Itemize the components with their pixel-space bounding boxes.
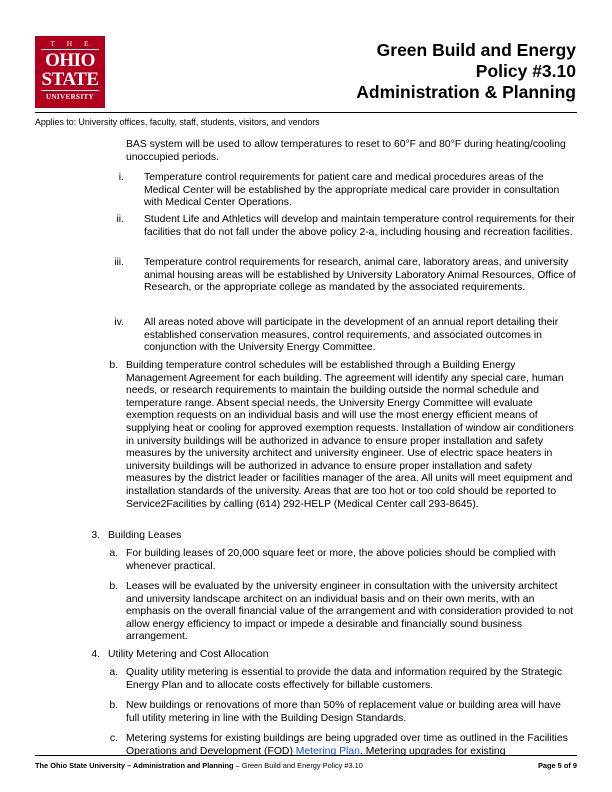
footer <box>35 761 577 770</box>
logo-university: UNIVERSITY <box>46 93 94 101</box>
list-letter: b. <box>109 581 118 592</box>
policy-title <box>356 40 576 103</box>
university-logo <box>35 36 105 108</box>
roman-num: i. <box>118 172 124 183</box>
header-rule <box>35 112 577 113</box>
footer-rule <box>35 755 577 756</box>
title-line-1: Green Build and Energy <box>376 40 576 60</box>
item-text: Metering systems for existing buildings are being upgraded over time as outlined in the Facilities Operations and Development (FOD) <box>126 733 568 757</box>
section-num: 4. <box>91 649 100 660</box>
title-line-2: Policy #3.10 <box>475 61 576 81</box>
section-title: Utility Metering and Cost Allocation <box>108 649 269 660</box>
list-letter: a. <box>109 667 118 678</box>
list-item: For building leases of 20,000 square feet or more, the above policies should be complied with whenever practical. <box>126 548 556 572</box>
metering-plan-link[interactable]: Metering Plan <box>295 745 360 757</box>
list-item: New buildings or renovations of more than 50% of replacement value or building area will have full utility metering in line with the Building Design Standards. <box>126 700 561 724</box>
roman-item: Student Life and Athletics will develop and maintain temperature control requirements for their facilities that do not fall under the above policy 2-a, including housing and recreation facilities. <box>144 214 575 238</box>
list-item: Building temperature control schedules will be established through a Building Energy Management Agreement for each building. The agreement will identify any special care, human needs, or research requirements to maintain the building outside the normal schedule and temperature range. Absent special needs, the University Energy Committee will evaluate exemption requests on an individual basis and will use the most energy efficient means of supplying heat or cooling for approved exemption requests. Installation of window air conditioners in university buildings will be authorized in advance to ensure proper installation and safety measures by the university architect and university engineer. Use of electric space heaters in university buildings will be authorized in advance to ensure proper installation and safety measures by the district leader or facilities manager of the area. All units will meet equipment and installation standards of the university. Areas that are too hot or too cold should be reported to Service2Facilities by calling (614) 292-HELP (Medical Center call 293-8645). <box>126 360 574 510</box>
roman-num: ii. <box>116 214 124 225</box>
list-item: Quality utility metering is essential to provide the data and information required by the Strategic Energy Plan and to allocate costs effectively for billable customers. <box>126 667 563 691</box>
roman-num: iv. <box>114 317 124 328</box>
applies-to: Applies to: University offices, faculty, staff, students, visitors, and vendors <box>35 117 320 127</box>
logo-the: T H E <box>50 39 94 48</box>
logo-state: STATE <box>41 69 99 90</box>
list-letter: c. <box>109 733 118 744</box>
footer-policy: – Green Build and Energy Policy #3.10 <box>233 761 363 770</box>
list-item: Leases will be evaluated by the university engineer in consultation with the university architect and university landscape architect on an individual basis and on their own merits, with an emphasis on the overall financial value of the arrangement and with consideration provided to not allow energy efficiency to impact or impede a desirable and financially sound business arrangement. <box>126 581 574 643</box>
roman-item: Temperature control requirements for research, animal care, laboratory areas, and university animal housing areas will be established by University Laboratory Animal Resources, Office of Research, or the appropriate college as mandated by the associated requirements. <box>144 257 576 294</box>
item-text: . Metering upgrades for existing <box>359 745 506 757</box>
list-letter: b. <box>109 360 118 371</box>
roman-num: iii. <box>114 257 124 268</box>
list-letter: b. <box>109 700 118 711</box>
logo-ohio: OHIO <box>45 50 95 71</box>
roman-item: Temperature control requirements for patient care and medical procedures areas of the Medical Center will be established by the appropriate medical care provider in consultation with Medical Center Operations. <box>144 172 560 209</box>
section-title: Building Leases <box>108 530 182 541</box>
list-letter: a. <box>109 548 118 559</box>
footer-org: The Ohio State University – Administration and Planning <box>35 761 234 770</box>
title-line-3: Administration & Planning <box>356 82 576 102</box>
section-num: 3. <box>91 530 100 541</box>
intro-paragraph: BAS system will be used to allow temperatures to reset to 60°F and 80°F during heating/cooling unoccupied periods. <box>126 139 566 163</box>
logo-rule <box>41 90 99 91</box>
roman-item: All areas noted above will participate in the development of an annual report detailing their established conservation measures, control requirements, and associated outcomes in conjunction with the University Energy Committee. <box>144 317 559 354</box>
page-number: Page 5 of 9 <box>537 761 577 770</box>
